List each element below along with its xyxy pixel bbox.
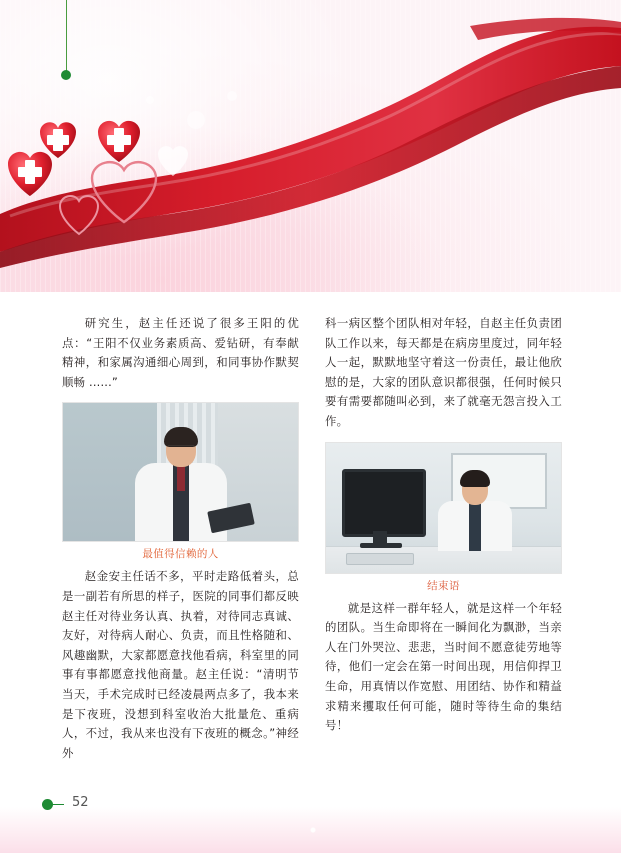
header-green-dot xyxy=(61,70,71,80)
doctor-tie xyxy=(177,465,185,491)
paragraph: 科一病区整个团队相对年轻，自赵主任负责团队工作以来，每天都是在病房里度过，同年轻人一起，默默地坚守着这一份责任，最让他欣慰的是，大家的团队意识都很强，任何时候只要有需要都随叫必到，来了就毫无怨言投入工作。 xyxy=(325,316,562,428)
photo-doctor-at-computer xyxy=(325,442,562,574)
header-green-line xyxy=(66,0,67,76)
doctor-coat xyxy=(438,501,512,551)
footer-green-dot xyxy=(42,799,53,810)
two-column-layout xyxy=(62,314,562,763)
page-footer xyxy=(0,795,621,853)
left-column xyxy=(62,314,299,763)
right-column xyxy=(325,314,562,763)
doctor-hair xyxy=(460,470,490,487)
doctor-hair xyxy=(164,427,198,447)
photo-caption: 最值得信赖的人 xyxy=(142,548,219,561)
keyboard xyxy=(346,553,414,565)
page-body xyxy=(0,292,621,853)
computer-monitor xyxy=(342,469,426,537)
doctor-glasses xyxy=(168,445,194,454)
sparkle-icon xyxy=(300,817,326,843)
page-header-banner xyxy=(0,0,621,292)
photo-doctor-portrait xyxy=(62,402,299,542)
photo-caption: 结束语 xyxy=(427,579,460,592)
page-number: 52 xyxy=(72,795,89,810)
paragraph: 赵金安主任话不多，平时走路低着头，总是一副若有所思的样子，医院的同事们都反映赵主任对待业务认真、执着，对待同志真诚、友好，对待病人耐心、负责，而且性格随和、风趣幽默，大家都愿意找他看病，科室里的同事有事都愿意找他商量。赵主任说：“清明节当天，手术完成时已经凌晨两点多了，我本来是下夜班，没想到科室收治大批量危、重病人，不过，我从来也没有下夜班的概念。”神经外 xyxy=(62,569,299,760)
monitor-base xyxy=(360,543,402,548)
red-ribbon-graphic xyxy=(0,0,621,292)
paragraph: 就是这样一群年轻人，就是这样一个年轻的团队。当生命即将在一瞬间化为飘渺，当亲人在门外哭泣、悲悲，当时间不愿意徒劳地等待，他们一定会在第一时间出现，用信仰捍卫生命，用真情以作宽慰、用团结、协作和精益求精来攫取任何可能，随时等待生命的集结号！ xyxy=(325,600,562,733)
paragraph: 研究生，赵主任还说了很多王阳的优点：“王阳不仅业务素质高、爱钻研，有奉献精神，和家属沟通细心周到，和同事协作默契顺畅 ......” xyxy=(62,316,299,389)
